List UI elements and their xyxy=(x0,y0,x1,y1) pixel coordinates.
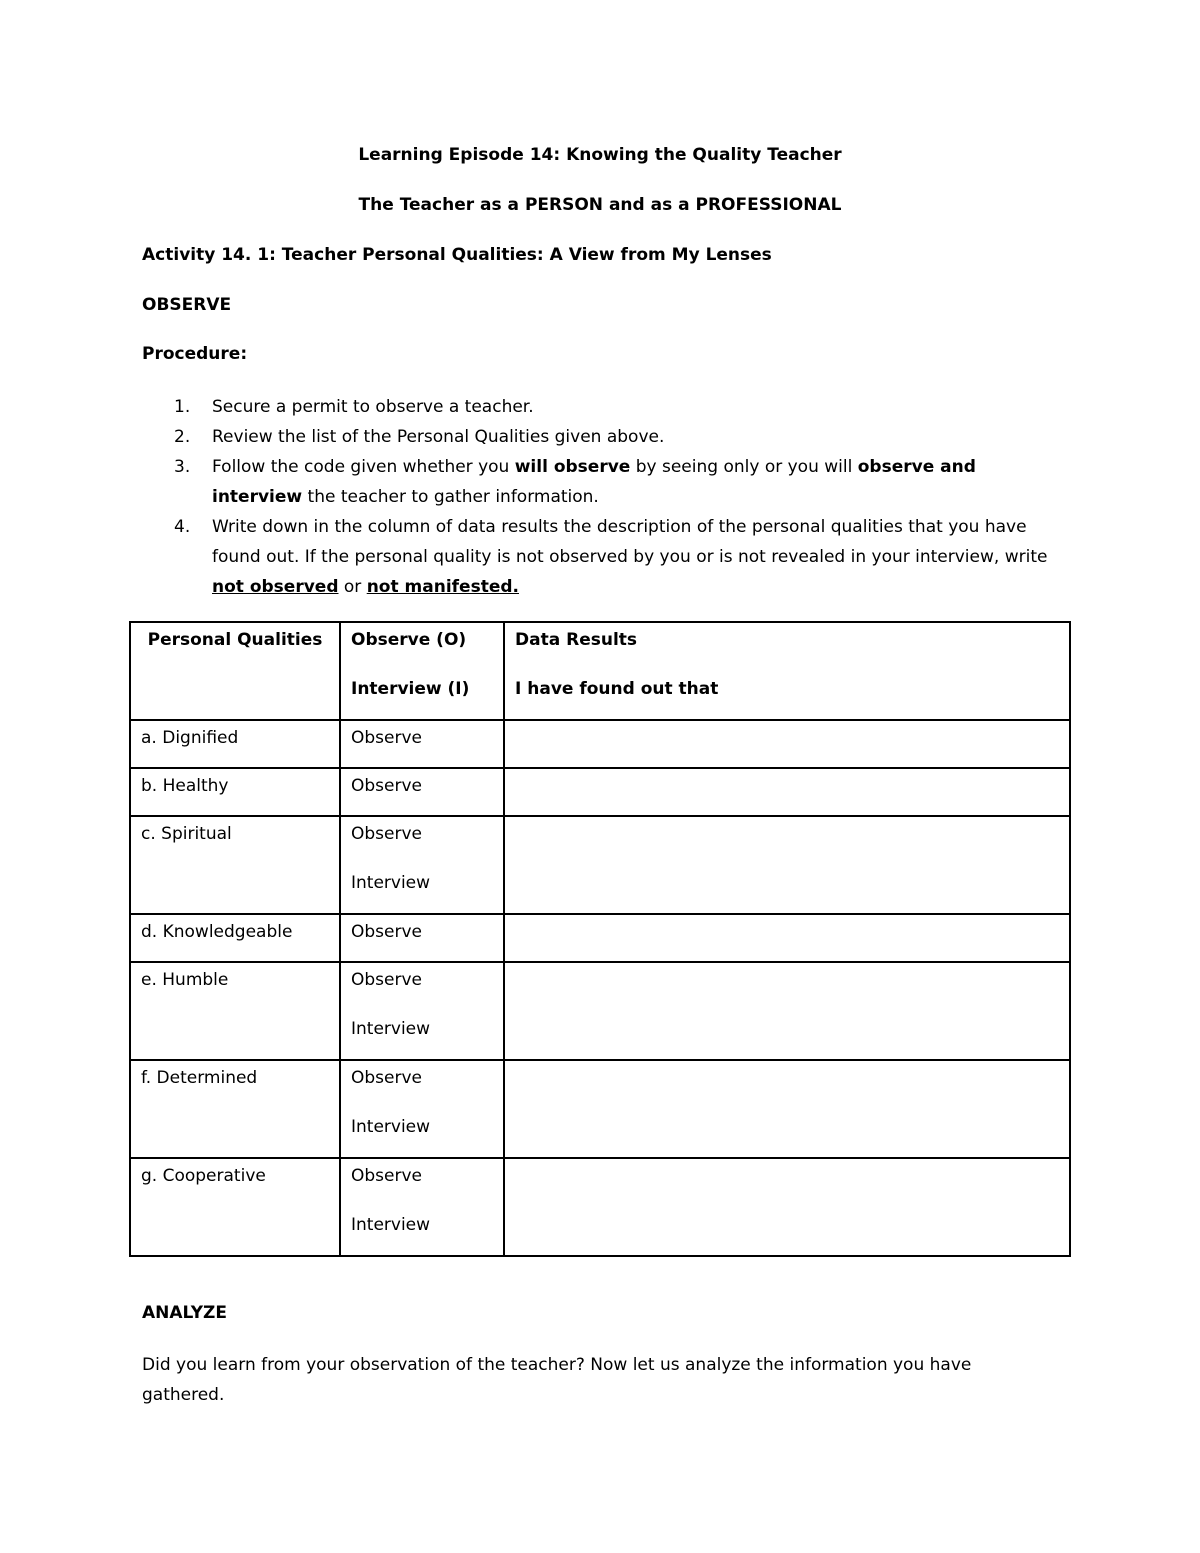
header-code xyxy=(340,622,504,720)
step-text: by seeing only or you will xyxy=(630,457,858,477)
step-text-emphasis: not manifested. xyxy=(366,577,519,597)
header-qualities: Personal Qualities xyxy=(130,622,340,720)
document-title: Learning Episode 14: Knowing the Quality Teacher xyxy=(358,145,842,165)
quality-cell: a. Dignified xyxy=(130,720,340,768)
table-row xyxy=(130,768,1070,816)
step-number: 2. xyxy=(174,427,191,447)
quality-cell: e. Humble xyxy=(130,962,340,1060)
activity-heading: Activity 14. 1: Teacher Personal Qualities: A View from My Lenses xyxy=(142,245,772,265)
table-row xyxy=(130,1158,1070,1256)
step-text: Write down in the column of data results the description of the personal qualities that you have found out. If the personal quality is not observed by you or is not revealed in your interview, write xyxy=(212,517,1048,567)
step-text-emphasis: not observed xyxy=(212,577,339,597)
procedure-heading: Procedure: xyxy=(142,344,248,364)
code-cell: Observe Interview xyxy=(340,816,504,914)
header-results-line2: I have found out that xyxy=(515,679,719,699)
code-cell: Observe Interview xyxy=(340,962,504,1060)
result-cell[interactable] xyxy=(504,768,1070,816)
procedure-step xyxy=(142,452,1062,512)
quality-cell: d. Knowledgeable xyxy=(130,914,340,962)
step-number: 3. xyxy=(174,457,191,477)
quality-cell: c. Spiritual xyxy=(130,816,340,914)
header-code-line2: Interview (I) xyxy=(351,679,470,699)
result-cell[interactable] xyxy=(504,962,1070,1060)
table-header-row xyxy=(130,622,1070,720)
procedure-step xyxy=(142,422,1062,452)
procedure-list xyxy=(142,392,1062,602)
step-text: the teacher to gather information. xyxy=(302,487,599,507)
table-row xyxy=(130,816,1070,914)
step-text: or xyxy=(338,577,367,597)
step-text-bold: will observe xyxy=(514,457,631,477)
step-text-bold: observe and interview xyxy=(212,457,976,507)
table-row xyxy=(130,914,1070,962)
step-text: Follow the code given whether you xyxy=(212,457,515,477)
document-subtitle: The Teacher as a PERSON and as a PROFESSIONAL xyxy=(358,195,842,215)
analyze-heading: ANALYZE xyxy=(142,1303,227,1323)
quality-cell: b. Healthy xyxy=(130,768,340,816)
observe-heading: OBSERVE xyxy=(142,295,232,315)
procedure-step xyxy=(142,512,1062,602)
header-results xyxy=(504,622,1070,720)
qualities-table xyxy=(129,621,1071,1257)
table-row xyxy=(130,720,1070,768)
result-cell[interactable] xyxy=(504,720,1070,768)
step-text: Review the list of the Personal Qualities given above. xyxy=(212,427,665,447)
quality-cell: f. Determined xyxy=(130,1060,340,1158)
procedure-step xyxy=(142,392,1062,422)
code-cell: Observe xyxy=(340,720,504,768)
quality-cell: g. Cooperative xyxy=(130,1158,340,1256)
result-cell[interactable] xyxy=(504,1158,1070,1256)
code-cell: Observe xyxy=(340,914,504,962)
header-results-line1: Data Results xyxy=(515,630,638,650)
code-cell: Observe Interview xyxy=(340,1060,504,1158)
code-cell: Observe xyxy=(340,768,504,816)
table-row xyxy=(130,1060,1070,1158)
header-code-line1: Observe (O) xyxy=(351,630,467,650)
step-number: 1. xyxy=(174,397,191,417)
analyze-paragraph: Did you learn from your observation of the teacher? Now let us analyze the information you have gathered. xyxy=(142,1355,972,1405)
table-row xyxy=(130,962,1070,1060)
result-cell[interactable] xyxy=(504,1060,1070,1158)
code-cell: Observe Interview xyxy=(340,1158,504,1256)
step-number: 4. xyxy=(174,517,191,537)
result-cell[interactable] xyxy=(504,914,1070,962)
step-text: Secure a permit to observe a teacher. xyxy=(212,397,534,417)
result-cell[interactable] xyxy=(504,816,1070,914)
